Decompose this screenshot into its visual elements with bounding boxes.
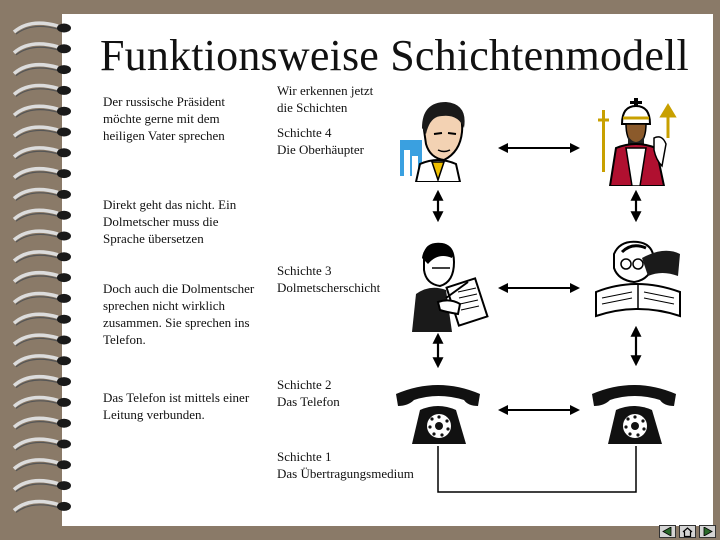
text-layer-4: Schichte 4 Die Oberhäupter bbox=[277, 125, 364, 157]
text-layer-1: Schichte 1 Das Übertragungsmedium bbox=[277, 449, 414, 481]
text-line: Das Telefon ist mittels einer Leitung verbunden. bbox=[103, 390, 250, 422]
transmission-line bbox=[438, 446, 636, 492]
next-icon bbox=[702, 527, 713, 536]
text-layers-intro: Wir erkennen jetzt die Schichten bbox=[277, 83, 374, 115]
home-icon bbox=[682, 527, 693, 537]
text-interpreters: Doch auch die Dolmentscher sprechen nicht wirklich zusammen. Sie sprechen ins Telefon. bbox=[103, 281, 255, 347]
next-button[interactable] bbox=[699, 525, 716, 538]
slide-title: Funktionsweise Schichtenmodell bbox=[100, 31, 689, 80]
text-layer-3: Schichte 3 Dolmetscherschicht bbox=[277, 263, 381, 295]
text-layer-2: Schichte 2 Das Telefon bbox=[277, 377, 340, 409]
slide-navigation bbox=[659, 525, 716, 538]
home-button[interactable] bbox=[679, 525, 696, 538]
text-direct: Direkt geht das nicht. Ein Dolmetscher muss die Sprache übersetzen bbox=[103, 197, 237, 246]
text-president: Der russische Präsident möchte gerne mit dem heiligen Vater sprechen bbox=[103, 94, 226, 143]
previous-icon bbox=[662, 527, 673, 536]
previous-button[interactable] bbox=[659, 525, 676, 538]
